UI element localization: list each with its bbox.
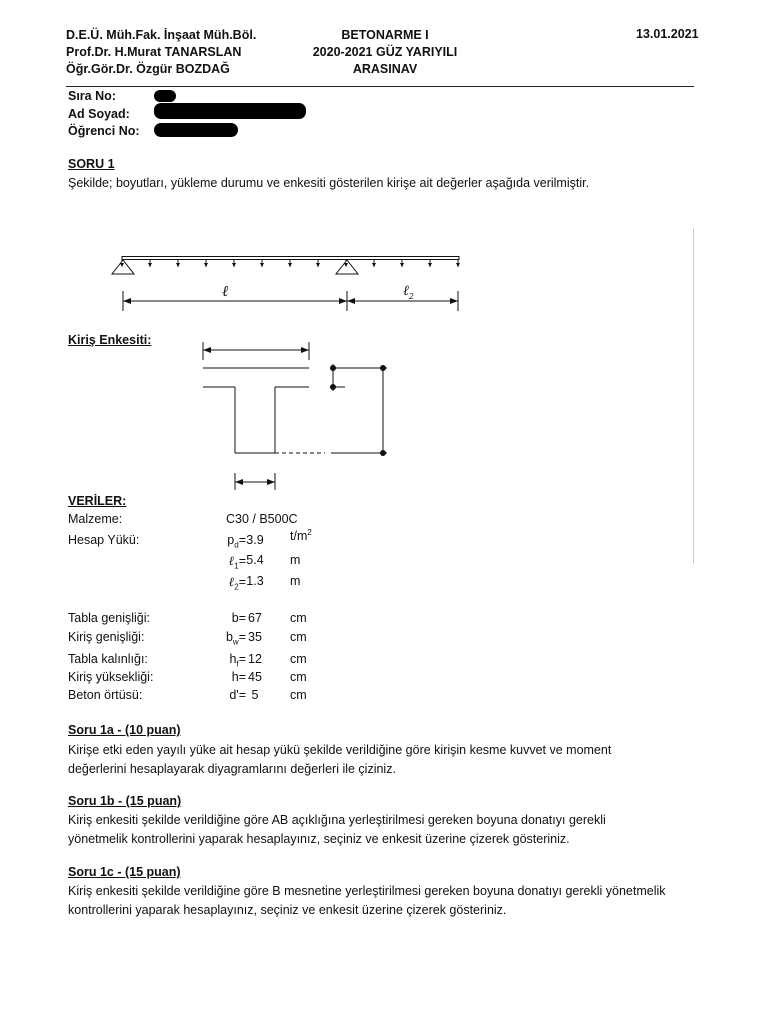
row-symbol: $b_w=$ <box>225 630 246 647</box>
professor-line: Prof.Dr. H.Murat TANARSLAN <box>66 45 242 59</box>
row-unit: cm <box>290 630 307 644</box>
row-symbol: $h_f=$ <box>229 652 246 669</box>
pd-unit: $t/m^2$ <box>290 528 312 544</box>
support-b <box>336 260 358 274</box>
span1-label: ℓ <box>222 282 229 300</box>
redaction-sira-no <box>154 90 176 102</box>
row-symbol: d'= <box>229 688 246 702</box>
row-label: Kiriş yüksekliği: <box>68 670 154 684</box>
question-1b-text: Kiriş enkesiti şekilde verildiğine göre AB açıklığına yerleştirilmesi gereken boyuna donatıyı gerekli yönetmelik kontrollerini yaparak hesaplayınız, seçiniz ve enkesit üzerine çizerek gösteriniz. <box>68 813 606 846</box>
row-unit: cm <box>290 652 307 666</box>
redaction-ogrenci-no <box>154 123 238 137</box>
exam-date: 13.01.2021 <box>636 27 699 41</box>
row-symbol: h= <box>231 670 246 684</box>
header-center <box>280 27 490 78</box>
row-unit: cm <box>290 688 307 702</box>
l2-unit: m <box>290 574 301 588</box>
t-section-figure <box>195 340 395 495</box>
row-value: 67 <box>248 611 262 625</box>
pd-symbol: $p_d=$ <box>227 533 246 550</box>
department-line: D.E.Ü. Müh.Fak. İnşaat Müh.Böl. <box>66 28 257 42</box>
l1-symbol: ℓ$_1$= <box>228 553 246 571</box>
header-divider <box>66 86 694 87</box>
row-unit: cm <box>290 670 307 684</box>
row-symbol: b= <box>231 611 246 625</box>
soru1-title: SORU 1 <box>68 157 115 171</box>
span2-label: ℓ$_2$ <box>403 283 414 301</box>
student-info-labels <box>68 88 140 141</box>
lecturer-line: Öğr.Gör.Dr. Özgür BOZDAĞ <box>66 62 230 76</box>
row-value: 5 <box>251 688 259 702</box>
question-1c-text: Kiriş enkesiti şekilde verildiğine göre B mesnetine yerleştirilmesi gereken boyuna donatıyı gerekli yönetmelik kontrollerini yaparak hesaplayınız, seçiniz ve enkesit üzerine çizerek gösteriniz. <box>68 884 666 917</box>
pd-value: 3.9 <box>246 533 264 547</box>
section-title: Kiriş Enkesiti: <box>68 333 152 347</box>
exam-type: ARASINAV <box>352 62 418 76</box>
page-margin-line <box>693 228 694 564</box>
l1-value: 5.4 <box>246 553 264 567</box>
soru1-text: Şekilde; boyutları, yükleme durumu ve enkesiti gösterilen kirişe ait değerler aşağıda verilmiştir. <box>68 176 590 190</box>
row-value: 45 <box>248 670 262 684</box>
question-1a-text: Kirişe etki eden yayılı yüke ait hesap yükü şekilde verildiğine göre kirişin kesme kuvvet ve moment değerlerini hesaplayarak diyagramlarını değerleri ile çiziniz. <box>68 743 612 776</box>
beam <box>122 257 459 260</box>
row-value: 12 <box>248 652 262 666</box>
row-label: Tabla kalınlığı: <box>68 652 148 666</box>
row-value: 35 <box>248 630 262 644</box>
row-label: Beton örtüsü: <box>68 688 143 702</box>
question-1b-title: Soru 1b - (15 puan) <box>68 794 182 808</box>
l2-symbol: ℓ$_2$= <box>228 574 246 592</box>
veriler-title: VERİLER: <box>68 494 127 508</box>
question-1c-title: Soru 1c - (15 puan) <box>68 865 181 879</box>
beam-load-figure <box>100 245 470 320</box>
ogrenci-no-label: Öğrenci No: <box>68 124 140 138</box>
course-title: BETONARME I <box>341 28 429 42</box>
support-a <box>112 260 134 274</box>
row-unit: cm <box>290 611 307 625</box>
malzeme-value: C30 / B500C <box>226 512 298 526</box>
row-label: Tabla genişliği: <box>68 611 150 625</box>
redaction-ad-soyad <box>154 103 306 119</box>
hesap-yuku-label: Hesap Yükü: <box>68 533 140 547</box>
l1-unit: m <box>290 553 301 567</box>
row-label: Kiriş genişliği: <box>68 630 145 644</box>
header-left <box>66 27 256 78</box>
semester: 2020-2021 GÜZ YARIYILI <box>312 45 458 59</box>
malzeme-label: Malzeme: <box>68 512 123 526</box>
ad-soyad-label: Ad Soyad: <box>68 106 130 121</box>
question-1a-title: Soru 1a - (10 puan) <box>68 723 181 737</box>
sira-no-label: Sıra No: <box>68 89 116 103</box>
l2-value: 1.3 <box>246 574 264 588</box>
